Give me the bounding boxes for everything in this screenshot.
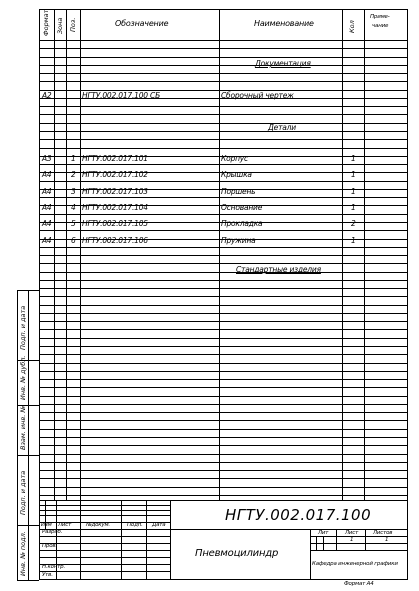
table-row-line <box>39 73 408 74</box>
part-qty: 1 <box>351 170 356 180</box>
part-format: А4 <box>42 186 52 196</box>
table-row-line <box>39 81 408 82</box>
tb-nkontr: Н.контр. <box>42 564 66 570</box>
strip-line <box>28 290 29 580</box>
tb-line <box>310 543 408 544</box>
part-designation: НГТУ.002.017.104 <box>82 202 148 212</box>
tb-line <box>39 550 170 551</box>
tb-line <box>39 543 170 544</box>
table-row-line <box>39 57 408 58</box>
tb-product: Пневмоцилиндр <box>195 548 279 559</box>
strip-sign-date-2: Подп. и дата <box>19 470 27 515</box>
table-row-line <box>39 197 408 198</box>
doc-format: А2 <box>42 91 52 100</box>
table-row-line <box>39 305 408 306</box>
part-name: Основание <box>221 202 263 212</box>
table-row-line <box>39 255 408 256</box>
table-row-line <box>39 181 408 182</box>
tb-line <box>39 536 170 537</box>
table-row-line <box>39 371 408 372</box>
table-row-line <box>39 48 408 49</box>
table-row-line <box>39 329 408 330</box>
part-name: Крышка <box>221 170 252 180</box>
strip-line <box>17 290 39 291</box>
tb-list: Лист <box>58 522 72 528</box>
table-row-line <box>39 478 408 479</box>
table-row-line <box>39 454 408 455</box>
header-note-2: чание <box>372 23 389 29</box>
part-designation: НГТУ.002.017.102 <box>82 170 148 180</box>
part-qty: 1 <box>351 235 356 245</box>
header-pos: Поз. <box>69 17 77 32</box>
table-row-line <box>39 396 408 397</box>
tb-razrab: Разраб. <box>42 529 63 535</box>
tb-line <box>310 550 408 551</box>
table-row-line <box>39 123 408 124</box>
header-designation: Обозначение <box>115 19 169 28</box>
header-name: Наименование <box>254 19 314 28</box>
tb-line <box>39 510 170 511</box>
tb-line <box>323 536 324 550</box>
header-note-1: Приме- <box>370 14 390 20</box>
tb-line <box>39 571 170 572</box>
tb-line <box>336 529 337 550</box>
table-row-line <box>39 280 408 281</box>
tb-list-val: 1 <box>350 537 354 543</box>
part-qty: 2 <box>351 219 356 229</box>
header-format: Формат <box>42 9 50 36</box>
strip-vzam-inv: Взам. инв. № <box>19 405 27 450</box>
header-bottom-line <box>39 40 408 41</box>
table-row-line <box>39 263 408 264</box>
tb-line <box>146 500 147 580</box>
part-pos: 2 <box>71 170 76 180</box>
table-row-line <box>39 404 408 405</box>
tb-line <box>80 500 81 580</box>
strip-inv-podl: Инв. № подл. <box>19 531 27 576</box>
tb-utv: Утв. <box>42 572 53 578</box>
table-row-line <box>39 495 408 496</box>
table-row-line <box>39 65 408 66</box>
tb-org: Кафедра инженерной графики <box>312 561 398 567</box>
table-row-line <box>39 247 408 248</box>
part-name: Корпус <box>221 154 248 163</box>
table-row-line <box>39 272 408 273</box>
doc-name: Сборочный чертеж <box>221 91 294 100</box>
tb-line <box>39 515 170 516</box>
tb-listov: Листов <box>373 530 393 536</box>
part-pos: 3 <box>71 186 76 196</box>
part-name: Поршень <box>221 186 256 196</box>
table-row-line <box>39 106 408 107</box>
strip-line <box>17 290 18 580</box>
table-row-line <box>39 148 408 149</box>
tb-listov-val: 1 <box>385 537 389 543</box>
tb-code: НГТУ.002.017.100 <box>225 506 372 524</box>
tb-line <box>121 500 122 580</box>
part-pos: 5 <box>71 219 76 229</box>
table-row-line <box>39 445 408 446</box>
part-designation: НГТУ.002.017.105 <box>82 219 148 229</box>
strip-line <box>17 525 39 526</box>
table-row-line <box>39 313 408 314</box>
part-designation: НГТУ.002.017.101 <box>82 154 148 163</box>
tb-line <box>170 500 171 580</box>
table-row-line <box>39 487 408 488</box>
part-designation: НГТУ.002.017.106 <box>82 235 148 245</box>
part-name: Прокладка <box>221 219 263 229</box>
table-row-line <box>39 412 408 413</box>
part-format: А4 <box>42 202 52 212</box>
part-qty: 1 <box>351 154 356 163</box>
part-designation: НГТУ.002.017.103 <box>82 186 148 196</box>
table-row-line <box>39 437 408 438</box>
part-name: Пружина <box>221 235 256 245</box>
table-row-line <box>39 131 408 132</box>
section-details: Детали <box>268 123 296 132</box>
tb-line <box>316 536 317 550</box>
part-pos: 6 <box>71 235 76 245</box>
strip-line <box>17 455 39 456</box>
table-row-line <box>39 139 408 140</box>
part-format: А3 <box>42 154 52 163</box>
strip-line <box>17 580 39 581</box>
tb-doc-no: №докум. <box>86 522 110 528</box>
table-row-line <box>39 429 408 430</box>
tb-line <box>39 557 170 558</box>
table-row-line <box>39 363 408 364</box>
strip-inv-dubl: Инв. № дубл. <box>19 355 27 400</box>
part-qty: 1 <box>351 202 356 212</box>
section-standard: Стандартные изделия <box>236 265 321 274</box>
table-row-line <box>39 462 408 463</box>
table-row-line <box>39 387 408 388</box>
table-row-line <box>39 230 408 231</box>
header-qty: Кол <box>348 20 356 33</box>
doc-designation: НГТУ.002.017.100 СБ <box>82 91 161 100</box>
part-qty: 1 <box>351 186 356 196</box>
format-label: Формат А4 <box>344 581 374 587</box>
tb-izm: Изм <box>41 522 52 528</box>
table-row-line <box>39 296 408 297</box>
part-pos: 4 <box>71 202 76 212</box>
table-row-line <box>39 346 408 347</box>
tb-date: Дата <box>152 522 166 528</box>
part-pos: 1 <box>71 154 76 163</box>
title-block-top <box>39 500 408 501</box>
table-row-line <box>39 420 408 421</box>
part-format: А4 <box>42 170 52 180</box>
table-row-line <box>39 470 408 471</box>
header-zone: Зона <box>56 17 64 34</box>
tb-line <box>365 529 366 550</box>
tb-lit: Лит <box>318 530 329 536</box>
table-row-line <box>39 379 408 380</box>
table-row-line <box>39 288 408 289</box>
table-row-line <box>39 321 408 322</box>
part-format: А4 <box>42 219 52 229</box>
table-row-line <box>39 214 408 215</box>
tb-sign: Подп. <box>127 522 143 528</box>
tb-line <box>39 505 170 506</box>
strip-sign-date-1: Подп. и дата <box>19 305 27 350</box>
tb-prov: Пров. <box>42 543 57 549</box>
section-documentation: Документация <box>255 59 311 68</box>
part-format: А4 <box>42 235 52 245</box>
table-row-line <box>39 354 408 355</box>
table-row-line <box>39 114 408 115</box>
table-row-line <box>39 338 408 339</box>
table-row-line <box>39 164 408 165</box>
tb-list2: Лист <box>345 530 359 536</box>
